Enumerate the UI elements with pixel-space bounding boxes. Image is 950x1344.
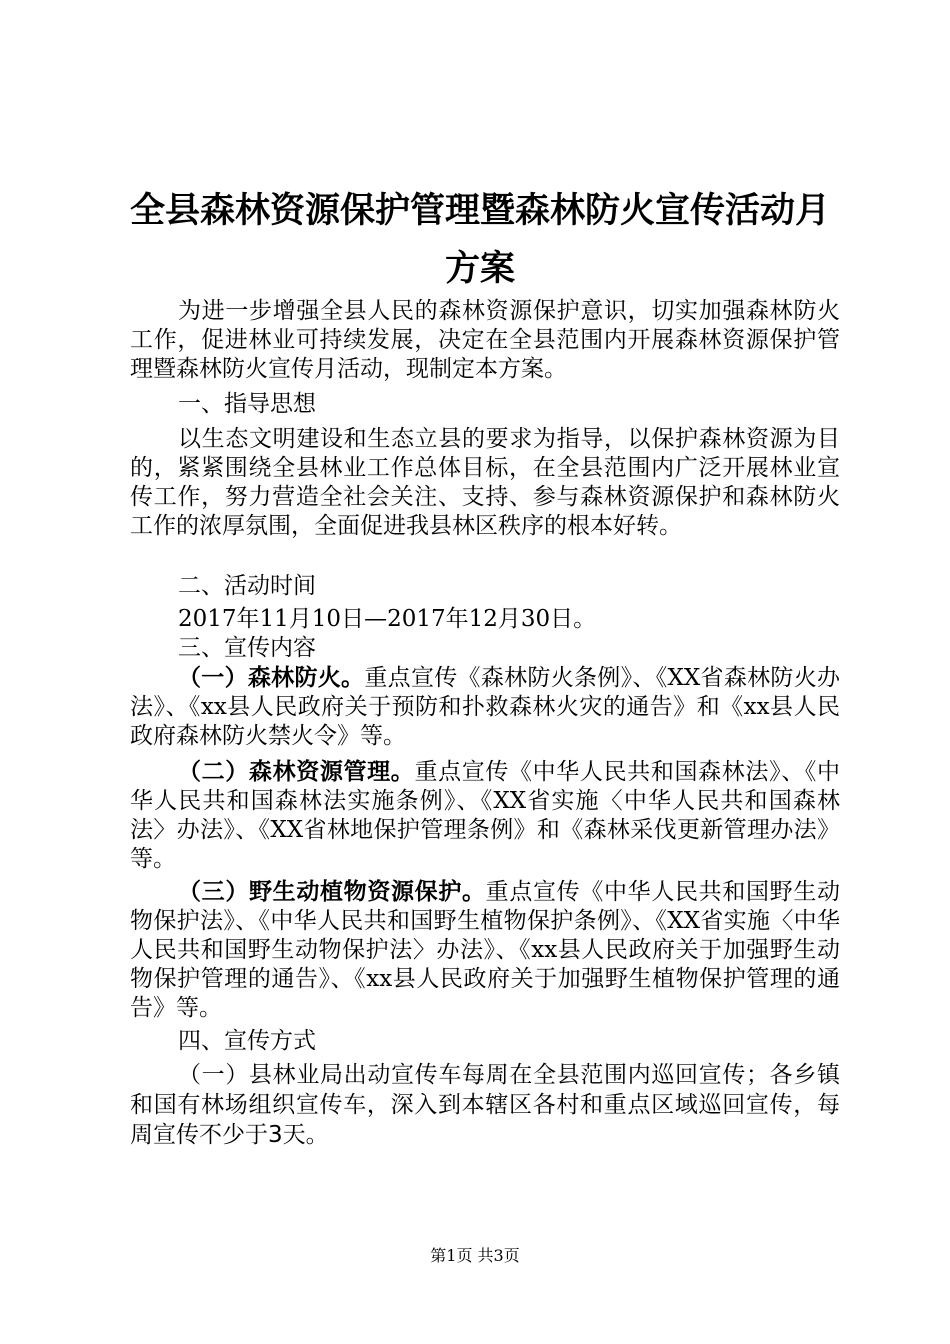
- section4-heading: 四、宣传方式: [178, 1028, 316, 1054]
- section3-item3-text: 重点宣传《中华人民共和国野生动物保护法》、《中华人民共和国野生植物保护条例》、《XX省实施〈中华人民共和国野生动物保护法〉办法》、《xx县人民政府关于加强野生动物保护管理的通告》、《xx县人民政府关于加强野生植物保护管理的通告》等。: [130, 879, 841, 1021]
- document-title-line1: 全县森林资源保护管理暨森林防火宣传活动月: [129, 191, 830, 231]
- section4-item1: （一）县林业局出动宣传车每周在全县范围内巡回宣传；各乡镇和国有林场组织宣传车，深入到本辖区各村和重点区域巡回宣传，每周宣传不少于3天。: [130, 1062, 840, 1148]
- section3-item2: [130, 758, 840, 874]
- section3-item2-label: （二）森林资源管理。: [178, 759, 415, 785]
- section1-heading: 一、指导思想: [178, 391, 316, 417]
- section3-item1-text: 重点宣传《森林防火条例》、《XX省森林防火办法》、《xx县人民政府关于预防和扑救森林火灾的通告》和《xx县人民政府森林防火禁火令》等。: [130, 665, 841, 749]
- section3-item1: [130, 664, 840, 751]
- page-number-footer: 第1页 共3页: [430, 1246, 520, 1265]
- intro-paragraph: 为进一步增强全县人民的森林资源保护意识，切实加强森林防火工作，促进林业可持续发展，决定在全县范围内开展森林资源保护管理暨森林防火宣传月活动，现制定本方案。: [130, 298, 840, 382]
- section3-item1-label: （一）森林防火。: [178, 665, 365, 691]
- section3-item3-label: （三）野生动植物资源保护。: [178, 879, 486, 905]
- section2-body: 2017年11月10日—2017年12月30日。: [178, 606, 597, 632]
- section1-body: 以生态文明建设和生态立县的要求为指导，以保护森林资源为目的，紧紧围绕全县林业工作总体目标，在全县范围内广泛开展林业宣传工作，努力营造全社会关注、支持、参与森林资源保护和森林防火工作的浓厚氛围，全面促进我县林区秩序的根本好转。: [130, 426, 840, 539]
- section3-item3: [130, 878, 840, 1023]
- section2-heading: 二、活动时间: [178, 573, 316, 599]
- section3-heading: 三、宣传内容: [178, 635, 316, 661]
- section3-item2-text: 重点宣传《中华人民共和国森林法》、《中华人民共和国森林法实施条例》、《XX省实施〈中华人民共和国森林法〉办法》、《XX省林地保护管理条例》和《森林采伐更新管理办法》等。: [130, 759, 841, 872]
- document-title-line2: 方案: [444, 249, 515, 289]
